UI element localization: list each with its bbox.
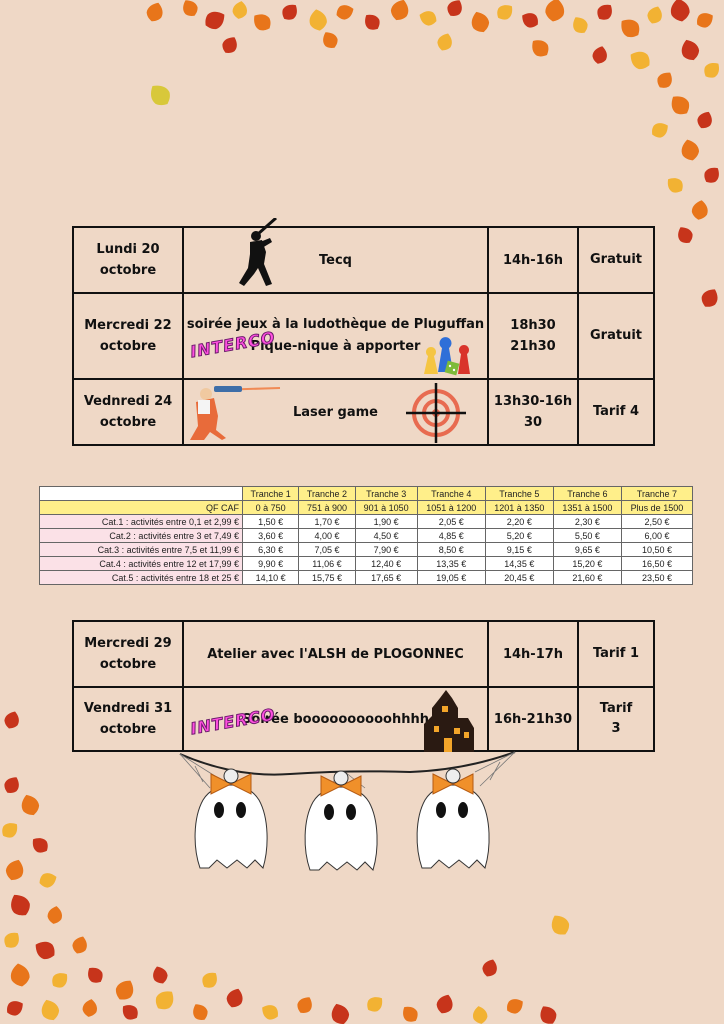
tranche-header: Tranche 7 <box>621 487 692 501</box>
price-value: 9,90 € <box>243 557 299 571</box>
price-value: 20,45 € <box>485 571 553 585</box>
price-value: 8,50 € <box>417 543 485 557</box>
laser-player-icon <box>186 382 282 442</box>
day-cell <box>73 379 183 445</box>
qf-range: Plus de 1500 <box>621 501 692 515</box>
qf-range: 0 à 750 <box>243 501 299 515</box>
price-value: 19,05 € <box>417 571 485 585</box>
category-label: Cat.3 : activités entre 7,5 et 11,99 € <box>40 543 243 557</box>
table-row <box>40 515 693 529</box>
price-value: 3,60 € <box>243 529 299 543</box>
tarif-corner-blank <box>40 487 243 501</box>
activity-cell <box>183 687 488 751</box>
activity-label: Tecq <box>319 252 352 268</box>
day-label: Lundi 20 <box>96 242 160 257</box>
month-label: octobre <box>99 415 157 430</box>
category-label: Cat.1 : activités entre 0,1 et 2,99 € <box>40 515 243 529</box>
price-value: 2,50 € <box>621 515 692 529</box>
day-label: Vednredi 24 <box>83 394 173 409</box>
price-value: 14,35 € <box>485 557 553 571</box>
schedule-table-top <box>72 226 655 446</box>
schedule-row <box>73 379 654 445</box>
hours-label: 13h30-16h <box>493 394 573 409</box>
interco-badge: INTERCO <box>189 704 277 739</box>
price-value: 4,85 € <box>417 529 485 543</box>
table-row <box>40 543 693 557</box>
price-cell <box>578 379 654 445</box>
price-value: 2,05 € <box>417 515 485 529</box>
activity-cell <box>183 293 488 379</box>
qf-row <box>40 501 693 515</box>
activity-label: Soirée boooooooooohhhh <box>242 711 429 727</box>
activity-label: Laser game <box>293 404 378 420</box>
target-crosshair-icon <box>406 383 466 443</box>
table-row <box>40 529 693 543</box>
price-label: Gratuit <box>590 252 642 267</box>
hours-cell <box>488 687 578 751</box>
tranche-header: Tranche 2 <box>299 487 355 501</box>
price-value: 7,05 € <box>299 543 355 557</box>
price-cell <box>578 293 654 379</box>
hours-label: 18h30 <box>510 318 556 333</box>
price-cell <box>578 227 654 293</box>
price-value: 11,06 € <box>299 557 355 571</box>
hours-label: 14h-17h <box>502 646 564 662</box>
price-value: 2,20 € <box>485 515 553 529</box>
qf-range: 751 à 900 <box>299 501 355 515</box>
table-row <box>40 557 693 571</box>
price-value: 7,90 € <box>355 543 417 557</box>
activity-note: Pique-nique à apporter <box>250 339 421 354</box>
price-label: Tarif <box>599 701 633 716</box>
schedule-table-bottom <box>72 620 655 752</box>
price-value: 12,40 € <box>355 557 417 571</box>
tranche-header: Tranche 4 <box>417 487 485 501</box>
day-cell <box>73 293 183 379</box>
schedule-row <box>73 687 654 751</box>
price-value: 5,20 € <box>485 529 553 543</box>
category-label: Cat.2 : activités entre 3 et 7,49 € <box>40 529 243 543</box>
schedule-row <box>73 293 654 379</box>
price-value: 14,10 € <box>243 571 299 585</box>
day-label: Mercredi 22 <box>84 318 172 333</box>
hours-cell <box>488 621 578 687</box>
qf-range: 901 à 1050 <box>355 501 417 515</box>
board-game-pawns-icon <box>420 336 478 378</box>
price-value: 23,50 € <box>621 571 692 585</box>
hours-label: 16h-21h30 <box>493 711 573 727</box>
price-value: 1,90 € <box>355 515 417 529</box>
price-value: 13,35 € <box>417 557 485 571</box>
ghost-3 <box>417 769 489 868</box>
tranche-header: Tranche 3 <box>355 487 417 501</box>
haunted-house-icon <box>418 688 482 752</box>
price-value: 4,50 € <box>355 529 417 543</box>
hours-label: 14h-16h <box>502 252 564 268</box>
price-number: 3 <box>611 721 621 736</box>
hours-cell <box>488 227 578 293</box>
tranche-header: Tranche 5 <box>485 487 553 501</box>
activity-label: Atelier avec l'ALSH de PLOGONNEC <box>207 646 464 662</box>
month-label: octobre <box>99 263 157 278</box>
month-label: octobre <box>99 722 157 737</box>
price-value: 4,00 € <box>299 529 355 543</box>
ghost-garland-icon <box>175 748 520 872</box>
tarif-header-row <box>40 487 693 501</box>
category-label: Cat.5 : activités entre 18 et 25 € <box>40 571 243 585</box>
price-value: 9,65 € <box>553 543 621 557</box>
activity-cell <box>183 379 488 445</box>
qf-range: 1201 à 1350 <box>485 501 553 515</box>
price-value: 6,00 € <box>621 529 692 543</box>
tranche-header: Tranche 1 <box>243 487 299 501</box>
price-value: 5,50 € <box>553 529 621 543</box>
schedule-row <box>73 621 654 687</box>
price-value: 1,70 € <box>299 515 355 529</box>
schedule-row <box>73 227 654 293</box>
qf-range: 1351 à 1500 <box>553 501 621 515</box>
price-cell <box>578 687 654 751</box>
price-value: 15,20 € <box>553 557 621 571</box>
tarif-table <box>39 486 693 585</box>
price-value: 9,15 € <box>485 543 553 557</box>
tranche-header: Tranche 6 <box>553 487 621 501</box>
activity-cell <box>183 621 488 687</box>
price-label: Tarif 1 <box>592 646 640 661</box>
price-value: 17,65 € <box>355 571 417 585</box>
price-cell <box>578 621 654 687</box>
day-cell <box>73 687 183 751</box>
baseball-player-icon <box>236 218 284 290</box>
price-label: Tarif 4 <box>592 404 640 419</box>
table-row <box>40 571 693 585</box>
ghost-2 <box>305 771 377 870</box>
activity-cell <box>183 227 488 293</box>
category-label: Cat.4 : activités entre 12 et 17,99 € <box>40 557 243 571</box>
day-label: Vendredi 31 <box>83 701 173 716</box>
month-label: octobre <box>99 657 157 672</box>
price-label: Gratuit <box>590 328 642 343</box>
hours-end: 30 <box>523 415 543 430</box>
day-cell <box>73 621 183 687</box>
month-label: octobre <box>99 339 157 354</box>
hours-cell <box>488 379 578 445</box>
qf-caf-label: QF CAF <box>40 501 243 515</box>
price-value: 1,50 € <box>243 515 299 529</box>
qf-range: 1051 à 1200 <box>417 501 485 515</box>
price-value: 15,75 € <box>299 571 355 585</box>
price-value: 21,60 € <box>553 571 621 585</box>
price-value: 16,50 € <box>621 557 692 571</box>
interco-badge: INTERCO <box>188 327 277 362</box>
hours-end: 21h30 <box>510 339 556 354</box>
day-label: Mercredi 29 <box>84 636 172 651</box>
day-cell <box>73 227 183 293</box>
activity-label: soirée jeux à la ludothèque de Pluguffan <box>186 317 485 332</box>
hours-cell <box>488 293 578 379</box>
price-value: 10,50 € <box>621 543 692 557</box>
price-value: 6,30 € <box>243 543 299 557</box>
price-value: 2,30 € <box>553 515 621 529</box>
